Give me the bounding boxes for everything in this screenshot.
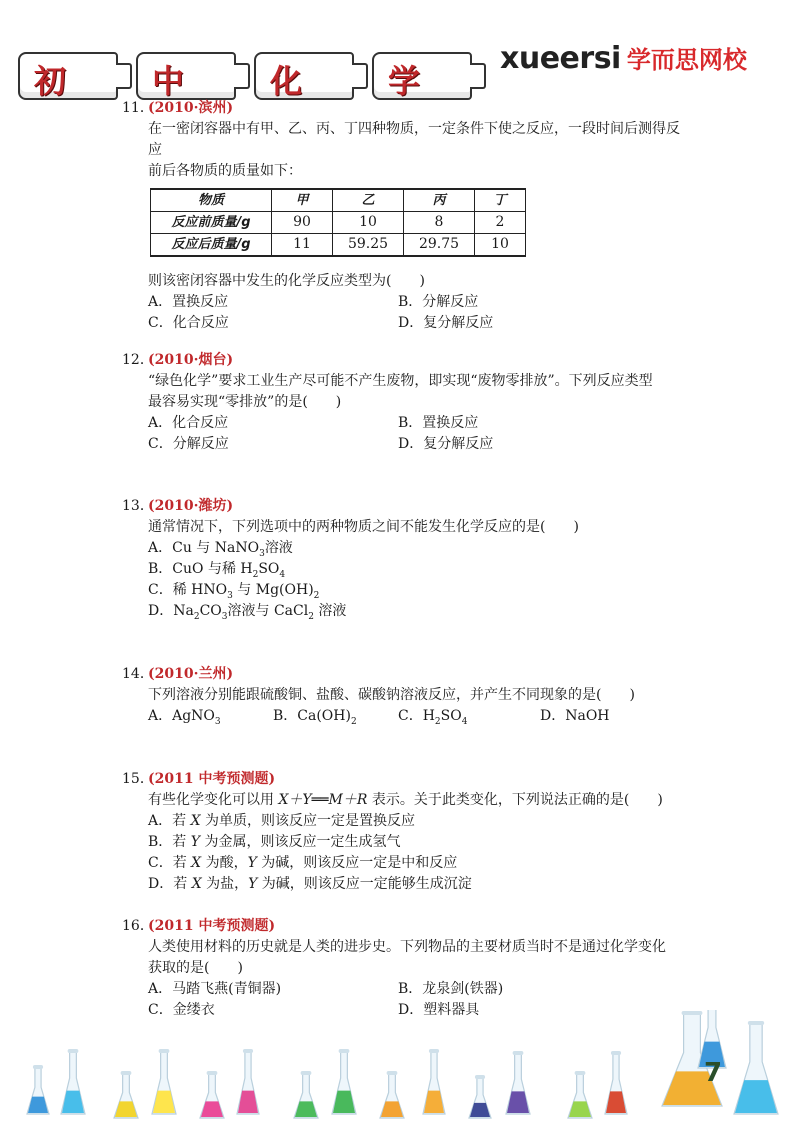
- question-stem: 有些化学变化可以用 X＋Y══M＋R 表示。关于此类变化，下列说法正确的是( ): [148, 792, 663, 808]
- table-header-cell: 丁: [475, 189, 526, 212]
- banner-tube-2: [136, 52, 236, 100]
- table-cell: 59.25: [333, 234, 404, 257]
- option-a[interactable]: A．Cu 与 NaNO$_3$溶液: [148, 540, 293, 559]
- question-number: 13．: [122, 498, 154, 514]
- table-header-cell: 乙: [333, 189, 404, 212]
- option-b[interactable]: B．若 Y 为金属，则该反应一定生成氢气: [148, 834, 401, 850]
- option-b[interactable]: B．置换反应: [398, 415, 479, 431]
- flask-rim: [748, 1021, 764, 1025]
- mass-table: [150, 188, 526, 257]
- option-b[interactable]: B．CuO 与稀 $H_2SO_4$: [148, 561, 286, 580]
- question-stem: 则该密闭容器中发生的化学反应类型为( ): [148, 273, 425, 289]
- question-number: 14．: [122, 666, 154, 682]
- flask-rim: [33, 1065, 43, 1069]
- table-cell: 10: [333, 212, 404, 234]
- option-b[interactable]: B．$Ca(OH)_2$: [273, 708, 357, 727]
- flask-rim: [121, 1071, 132, 1075]
- question-13: [122, 496, 682, 622]
- flask-rim: [475, 1075, 485, 1079]
- table-cell: 反应前质量/g: [151, 212, 272, 234]
- option-c[interactable]: C．$H_2SO_4$: [398, 708, 468, 727]
- table-cell: 90: [272, 212, 333, 234]
- option-d[interactable]: D．若 X 为盐，Y 为碱，则该反应一定能够生成沉淀: [148, 876, 472, 892]
- title-banner: [18, 52, 488, 100]
- option-c[interactable]: C．若 X 为酸，Y 为碱，则该反应一定是中和反应: [148, 855, 458, 871]
- flask-rim: [429, 1049, 439, 1053]
- flask-rim: [243, 1049, 253, 1053]
- banner-char-2: 中: [152, 62, 185, 100]
- question-number: 16．: [122, 918, 154, 934]
- banner-tube-1: [18, 52, 118, 100]
- table-cell: 11: [272, 234, 333, 257]
- reaction-equation: X＋Y══M＋R: [278, 792, 368, 808]
- banner-char-3: 化: [270, 62, 303, 100]
- option-c[interactable]: C．金缕衣: [148, 1002, 215, 1018]
- flask-rim: [159, 1049, 170, 1053]
- flask-group: [27, 1010, 778, 1118]
- question-source: (2010·滨州): [148, 100, 234, 116]
- option-a[interactable]: A．马踏飞燕(青铜器): [148, 981, 282, 997]
- question-number: 12．: [122, 352, 154, 368]
- question-stem: 在一密闭容器中有甲、乙、丙、丁四种物质，一定条件下使之反应，一段时间后测得反应: [148, 121, 680, 158]
- table-header-row: [151, 189, 526, 212]
- question-16: [122, 916, 682, 1021]
- table-cell: 10: [475, 234, 526, 257]
- option-c[interactable]: C．化合反应: [148, 315, 229, 331]
- banner-tube-4: [372, 52, 472, 100]
- option-d[interactable]: D．复分解反应: [398, 315, 494, 331]
- flask-rim: [575, 1071, 586, 1075]
- table-row: [151, 234, 526, 257]
- option-a[interactable]: A．置换反应: [148, 294, 229, 310]
- question-stem: “绿色化学”要求工业生产尽可能不产生废物，即实现“废物零排放”。下列反应类型: [148, 373, 653, 389]
- option-c[interactable]: C．稀 $HNO_3$ 与 $Mg(OH)_2$: [148, 582, 320, 601]
- option-b[interactable]: B．龙泉剑(铁器): [398, 981, 504, 997]
- question-stem: 获取的是( ): [148, 960, 243, 976]
- page-number: 7: [703, 1058, 723, 1088]
- question-source: (2010·烟台): [148, 352, 234, 368]
- banner-char-4: 学: [388, 62, 421, 100]
- flask-rim: [513, 1051, 524, 1055]
- question-source: (2011 中考预测题): [148, 918, 276, 934]
- flask-liquid: [735, 1080, 777, 1113]
- option-a[interactable]: A．化合反应: [148, 415, 229, 431]
- table-header-cell: 物质: [151, 189, 272, 212]
- option-d[interactable]: D．塑料器具: [398, 1002, 480, 1018]
- brand-logo-en: xueersi: [500, 41, 621, 76]
- table-row: [151, 212, 526, 234]
- table-cell: 2: [475, 212, 526, 234]
- flask-rim: [387, 1071, 398, 1075]
- question-stem: 最容易实现“零排放”的是( ): [148, 394, 342, 410]
- flask-rim: [339, 1049, 350, 1053]
- flask-rim: [301, 1071, 312, 1075]
- question-source: (2010·潍坊): [148, 498, 234, 514]
- option-c[interactable]: C．分解反应: [148, 436, 229, 452]
- question-stem: 人类使用材料的历史就是人类的进步史。下列物品的主要材质当时不是通过化学变化: [148, 939, 666, 955]
- question-15: [122, 769, 682, 895]
- table-cell: 反应后质量/g: [151, 234, 272, 257]
- question-stem: 前后各物质的质量如下：: [148, 163, 302, 179]
- table-header-cell: 丙: [404, 189, 475, 212]
- flask-decoration: [0, 1010, 800, 1132]
- question-source: (2010·兰州): [148, 666, 234, 682]
- table-header-cell: 甲: [272, 189, 333, 212]
- option-b[interactable]: B．分解反应: [398, 294, 479, 310]
- question-stem: 下列溶液分别能跟硫酸铜、盐酸、碳酸钠溶液反应，并产生不同现象的是( ): [148, 687, 635, 703]
- question-source: (2011 中考预测题): [148, 771, 276, 787]
- brand-logo: [500, 40, 747, 76]
- table-cell: 29.75: [404, 234, 475, 257]
- option-d[interactable]: D．复分解反应: [398, 436, 494, 452]
- table-cell: 8: [404, 212, 475, 234]
- option-d[interactable]: D．NaOH: [540, 708, 610, 724]
- flask-rim: [682, 1011, 703, 1015]
- flask-rim: [207, 1071, 218, 1075]
- flask-rim: [68, 1049, 79, 1053]
- banner-tube-3: [254, 52, 354, 100]
- question-stem: 通常情况下，下列选项中的两种物质之间不能发生化学反应的是( ): [148, 519, 579, 535]
- option-a[interactable]: A．若 X 为单质，则该反应一定是置换反应: [148, 813, 415, 829]
- question-14: [122, 664, 682, 727]
- question-12: [122, 350, 682, 455]
- question-11: [122, 98, 682, 334]
- option-d[interactable]: D．$Na_2CO_3$溶液与 CaCl$_2$ 溶液: [148, 603, 347, 622]
- question-number: 11．: [122, 100, 154, 116]
- banner-char-1: 初: [34, 62, 67, 100]
- brand-logo-zh: 学而思网校: [626, 46, 747, 74]
- option-a[interactable]: A．AgNO$_3$: [148, 708, 221, 727]
- flask-rim: [611, 1051, 621, 1055]
- question-number: 15．: [122, 771, 154, 787]
